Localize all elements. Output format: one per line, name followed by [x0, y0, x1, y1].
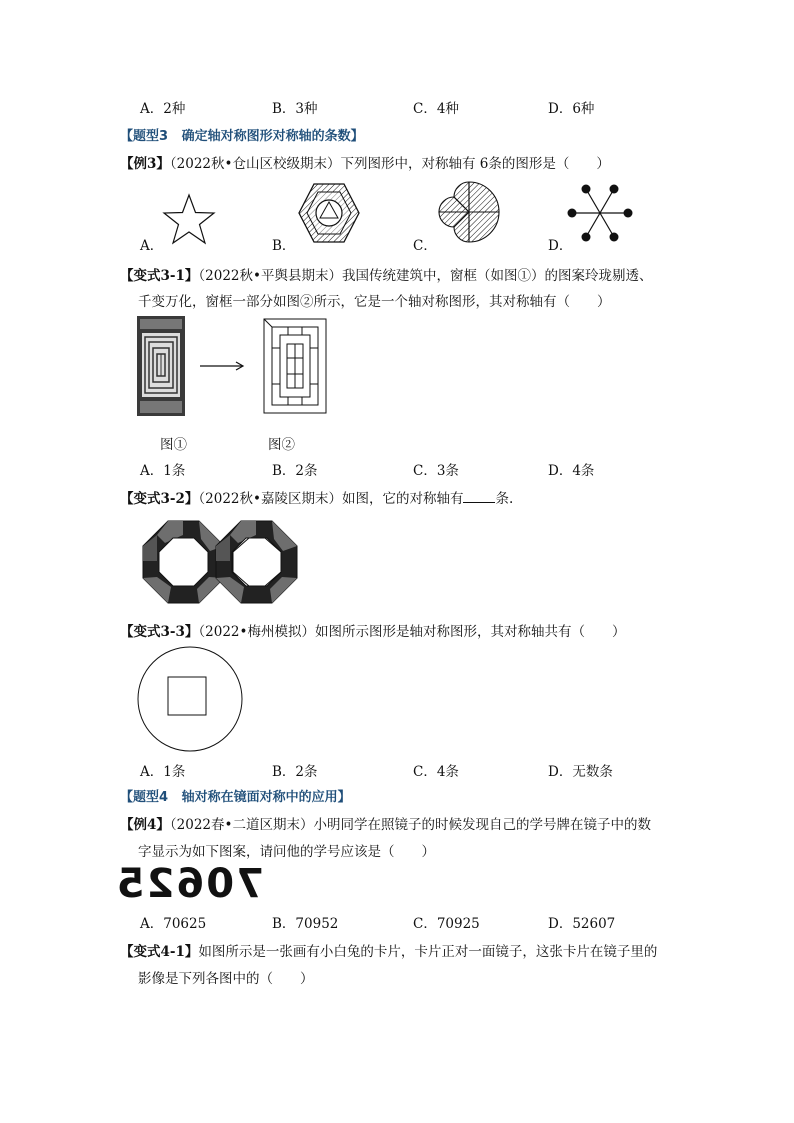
ex3-option-b: B．: [272, 238, 296, 254]
v31-option-a: A．1条: [140, 463, 186, 479]
variant4-1-question: [120, 940, 657, 960]
ex3-option-d: D．: [548, 238, 573, 254]
variant3-2-question: [120, 487, 513, 507]
example4-line2: 字显示为如下图案，请问他的学号应该是（ ）: [138, 844, 435, 860]
ex4-option-c: C．70925: [413, 916, 480, 932]
option-a: A．2种: [140, 101, 186, 117]
six-dot-figure: [570, 183, 630, 243]
type3-tag: 【题型3: [120, 129, 169, 144]
figure2-caption: 图②: [268, 437, 295, 453]
variant3-3-question: [120, 620, 625, 640]
variant3-3-tag: 【变式3-3】: [120, 624, 199, 640]
hexagon-figure: [297, 182, 361, 244]
example4-question: [120, 813, 651, 833]
option-b: B．3种: [272, 101, 318, 117]
variant3-2-tail: 条.: [495, 491, 514, 507]
variant4-1-line2: 影像是下列各图中的（ ）: [138, 971, 314, 987]
variant3-1-tag: 【变式3-1】: [120, 268, 199, 284]
example3-text: （2022秋•仓山区校级期末）下列图形中，对称轴有 6条的图形是（ ）: [169, 156, 610, 172]
type3-heading: [120, 125, 364, 144]
double-octagon-figure: [140, 516, 308, 608]
answer-blank[interactable]: [463, 492, 495, 503]
v31-option-d: D．4条: [548, 463, 595, 479]
variant4-1-tag: 【变式4-1】: [120, 944, 199, 960]
star-figure: [162, 193, 216, 245]
variant3-2-text: （2022秋•嘉陵区期末）如图，它的对称轴有: [198, 491, 464, 507]
window-diagram-figure: [263, 318, 327, 414]
example3-tag: 【例3】: [120, 156, 170, 172]
ex4-option-a: A．70625: [140, 916, 207, 932]
variant3-3-text: （2022•梅州模拟）如图所示图形是轴对称图形，其对称轴共有（ ）: [198, 624, 626, 640]
arrow-icon: [200, 360, 246, 372]
v31-option-c: C．3条: [413, 463, 459, 479]
type4-heading: [120, 786, 351, 805]
ex3-option-c: C．: [413, 238, 437, 254]
variant4-1-line1: 如图所示是一张画有小白兔的卡片，卡片正对一面镜子，这张卡片在镜子里的: [198, 944, 658, 960]
example4-tag: 【例4】: [120, 817, 170, 833]
v33-option-d: D．无数条: [548, 764, 613, 780]
example4-line1: （2022春•二道区期末）小明同学在照镜子的时候发现自己的学号牌在镜子中的数: [169, 817, 651, 833]
circle-square-figure: [137, 646, 243, 752]
v33-option-b: B．2条: [272, 764, 318, 780]
example3-question: [120, 152, 610, 172]
variant3-2-tag: 【变式3-2】: [120, 491, 199, 507]
type4-tag: 【题型4: [120, 790, 169, 805]
pinwheel-figure: [437, 180, 501, 244]
v31-option-b: B．2条: [272, 463, 318, 479]
type3-title: 确定轴对称图形对称轴的条数】: [181, 129, 364, 144]
v33-option-a: A．1条: [140, 764, 186, 780]
type4-title: 轴对称在镜面对称中的应用】: [181, 790, 351, 805]
variant3-1-question: [120, 264, 652, 284]
ex4-option-d: D．52607: [548, 916, 616, 932]
option-c: C．4种: [413, 101, 459, 117]
figure1-caption: 图①: [160, 437, 187, 453]
variant3-1-line2: 千变万化，窗框一部分如图②所示，它是一个轴对称图形，其对称轴有（ ）: [138, 294, 611, 310]
option-d: D．6种: [548, 101, 595, 117]
ex4-option-b: B．70952: [272, 916, 339, 932]
window-photo-figure: [137, 316, 185, 416]
variant3-1-line1: （2022秋•平舆县期末）我国传统建筑中，窗框（如图①）的图案玲珑剔透、: [198, 268, 653, 284]
ex3-option-a: A．: [140, 238, 164, 254]
v33-option-c: C．4条: [413, 764, 459, 780]
mirror-number-image: 70625: [114, 861, 264, 907]
